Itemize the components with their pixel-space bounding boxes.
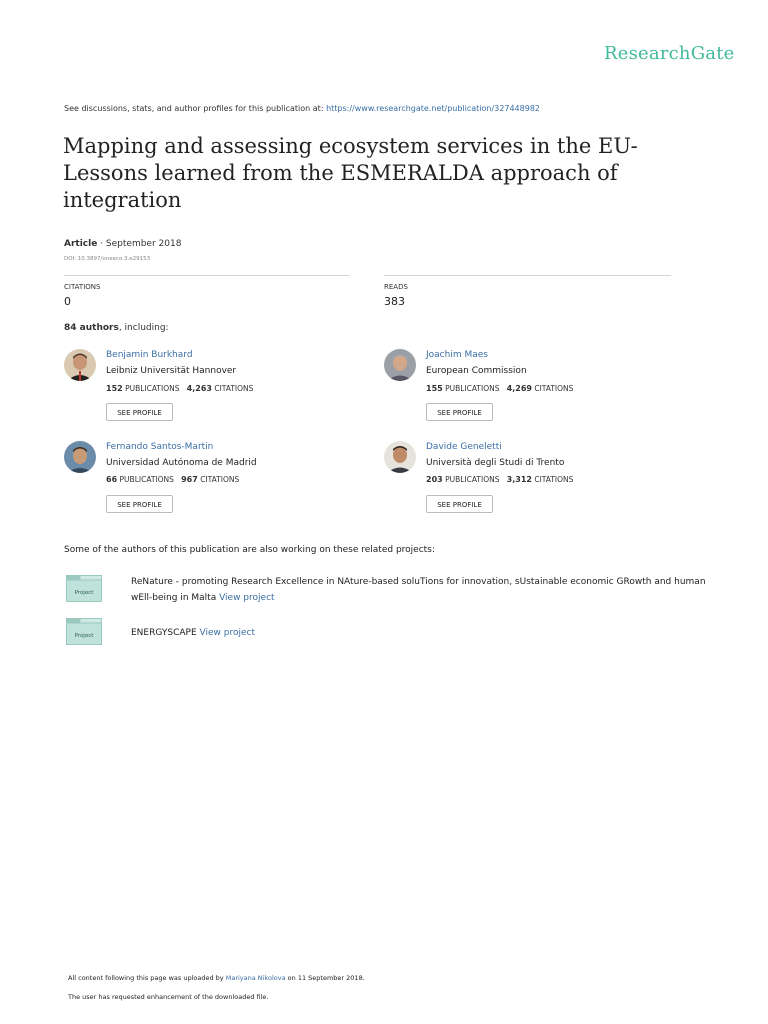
see-profile-button[interactable]: SEE PROFILE [106,403,173,421]
author-publications-label: PUBLICATIONS [445,384,500,393]
project-icon-label: Project [74,590,94,596]
publication-meta [64,239,181,249]
avatar[interactable] [64,349,96,381]
discussions-text: See discussions, stats, and author profiles for this publication at: [64,104,324,113]
see-profile-button[interactable]: SEE PROFILE [106,495,173,513]
citations-label: CITATIONS [64,283,101,291]
avatar-photo [64,349,96,381]
discussions-line [64,104,540,113]
authors-count: 84 authors [64,323,119,333]
publication-date: · September 2018 [100,239,182,249]
author-name-link[interactable]: Benjamin Burkhard [106,350,193,360]
upload-note [68,974,365,982]
author-publications-label: PUBLICATIONS [119,475,174,484]
author-stats [426,475,573,484]
upload-suffix: on 11 September 2018. [287,974,365,982]
reads-value: 383 [384,295,405,308]
author-citations-count: 4,263 [186,384,212,393]
author-citations-label: CITATIONS [534,475,574,484]
project-folder-icon [66,575,102,602]
see-profile-button[interactable]: SEE PROFILE [426,403,493,421]
author-citations-label: CITATIONS [214,384,254,393]
related-projects-heading: Some of the authors of this publication are also working on these related projects: [64,545,435,555]
view-project-link[interactable]: View project [199,628,255,638]
uploader-link[interactable]: Mariyana Nikolova [225,974,286,982]
avatar-photo [384,441,416,473]
project-title: ENERGYSCAPE [131,628,197,638]
author-name-link[interactable]: Fernando Santos-Martin [106,442,214,452]
author-institution: Leibniz Universität Hannover [106,366,237,376]
reads-divider [384,275,671,276]
author-stats [106,384,253,393]
author-citations-label: CITATIONS [200,475,240,484]
author-name-link[interactable]: Joachim Maes [426,350,488,360]
publication-type: Article [64,239,98,249]
author-institution: European Commission [426,366,527,376]
author-stats [426,384,573,393]
project-icon-label: Project [74,633,94,639]
view-project-link[interactable]: View project [219,593,275,603]
avatar[interactable] [64,441,96,473]
authors-summary [64,323,169,333]
see-profile-button[interactable]: SEE PROFILE [426,495,493,513]
avatar-photo [64,441,96,473]
project-item [131,625,706,641]
author-name-link[interactable]: Davide Geneletti [426,442,502,452]
project-folder-icon [66,618,102,645]
citations-value: 0 [64,295,71,308]
author-publications-label: PUBLICATIONS [125,384,180,393]
authors-suffix: , including: [118,323,169,333]
publication-url-link[interactable]: https://www.researchgate.net/publication/327448982 [326,104,540,113]
author-publications-label: PUBLICATIONS [445,475,500,484]
author-publications-count: 66 [106,475,118,484]
author-citations-count: 4,269 [506,384,532,393]
author-publications-count: 155 [426,384,443,393]
avatar[interactable] [384,441,416,473]
reads-label: READS [384,283,408,291]
author-citations-count: 967 [181,475,198,484]
project-title: ReNature - promoting Research Excellence in NAture-based soluTions for innovation, sUstainable economic GRowth and human wEll-being in Malta [131,577,706,603]
citations-divider [64,275,350,276]
author-citations-count: 3,312 [506,475,532,484]
author-citations-label: CITATIONS [534,384,574,393]
author-publications-count: 152 [106,384,123,393]
upload-prefix: All content following this page was uploaded by [68,974,224,982]
avatar[interactable] [384,349,416,381]
project-item [131,574,706,606]
publication-title: Mapping and assessing ecosystem services in the EU-Lessons learned from the ESMERALDA approach of integration [63,134,638,212]
author-publications-count: 203 [426,475,443,484]
avatar-photo [384,349,416,381]
author-stats [106,475,239,484]
author-institution: Universidad Autónoma de Madrid [106,458,257,468]
enhancement-note: The user has requested enhancement of the downloaded file. [68,993,269,1001]
publication-doi: DOI: 10.3897/oneeco.3.e29153 [64,256,151,262]
researchgate-logo[interactable]: ResearchGate [604,43,735,64]
author-institution: Università degli Studi di Trento [426,458,565,468]
